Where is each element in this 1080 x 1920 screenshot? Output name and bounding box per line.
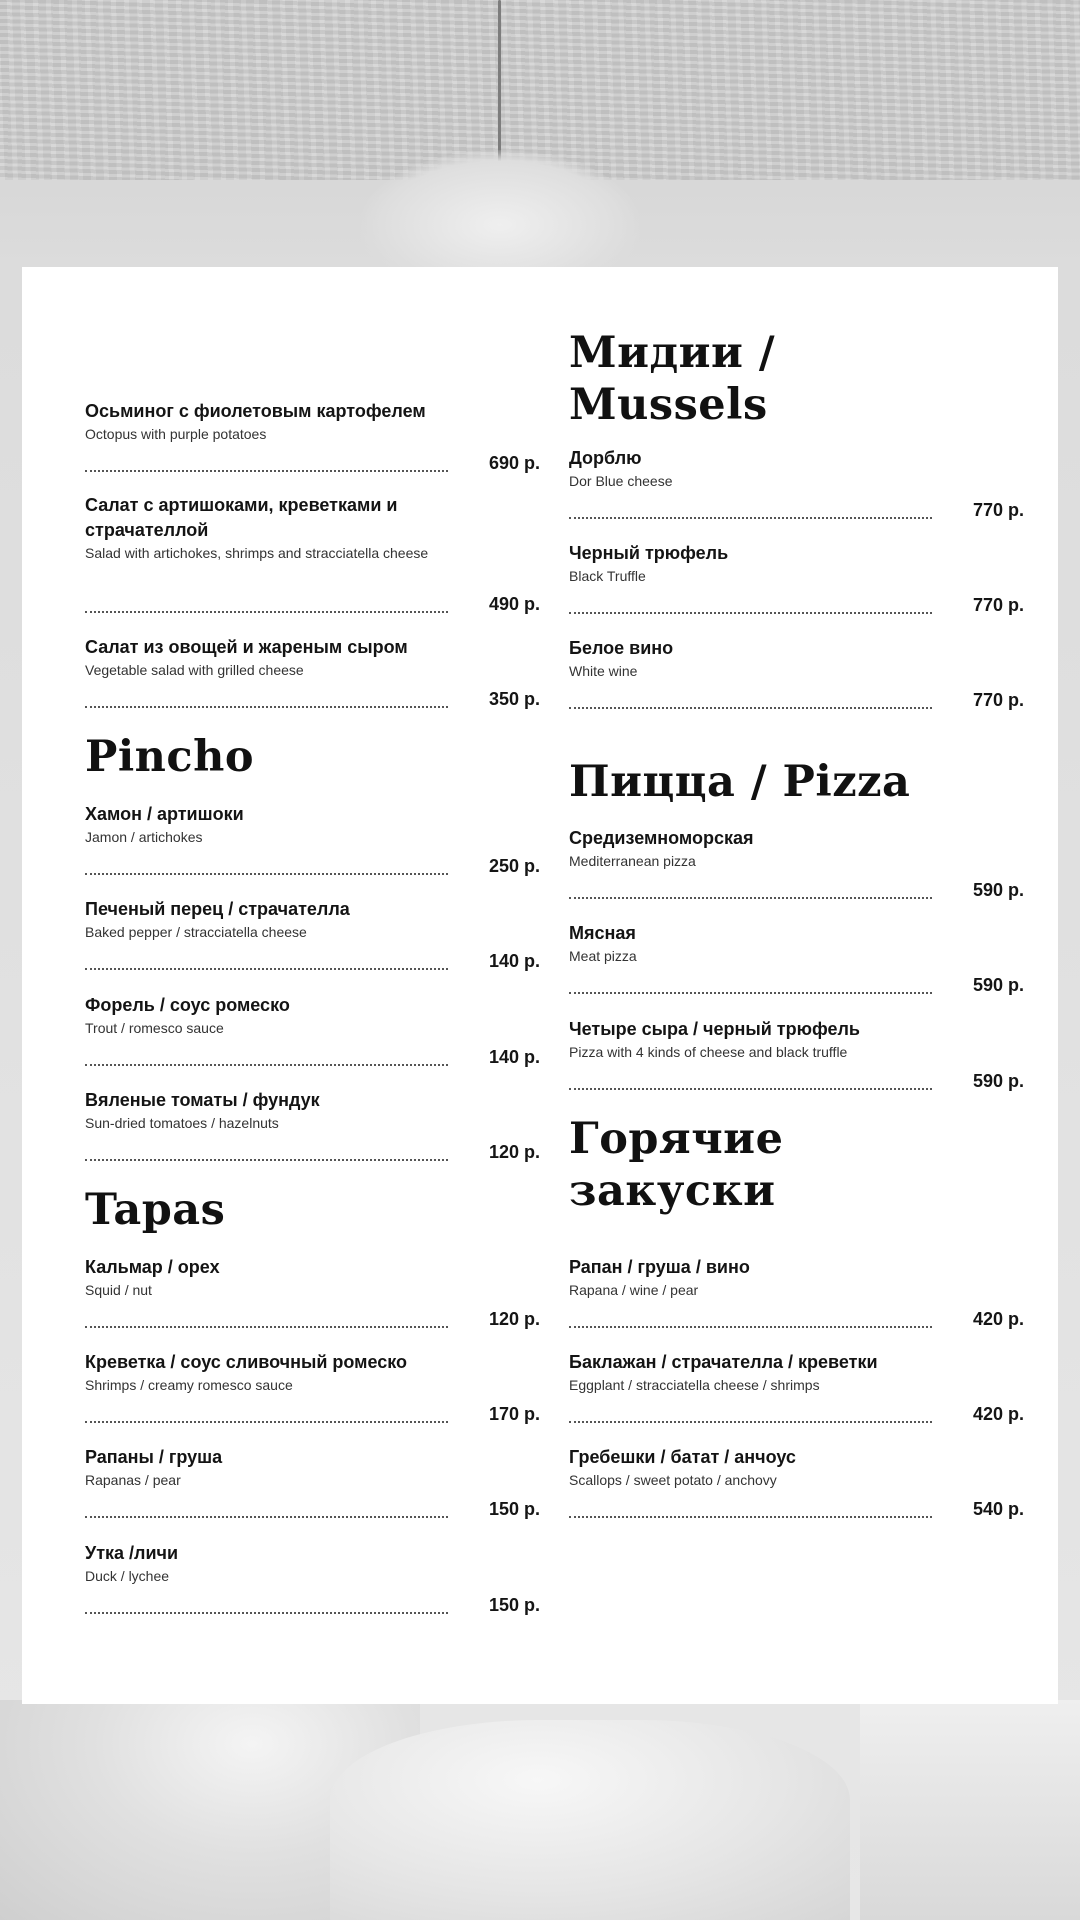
menu-item-price-row [85, 1399, 540, 1425]
menu-item [85, 897, 540, 942]
menu-item-name: Вяленые томаты / фундук [85, 1090, 320, 1110]
menu-item-description: Trout / romesco sauce [85, 1020, 224, 1036]
section-title-tapas: Tapas [85, 1185, 226, 1235]
menu-item-description: Scallops / sweet potato / anchovy [569, 1472, 777, 1488]
menu-item-name: Дорблю [569, 448, 642, 468]
menu-item-name: Гребешки / батат / анчоус [569, 1447, 796, 1467]
dotted-leader [85, 611, 448, 613]
menu-item-name: Хамон / артишоки [85, 804, 244, 824]
section-title-pincho: Pincho [85, 732, 255, 782]
menu-item-name: Форель / соус ромеско [85, 995, 290, 1015]
menu-item-description: Salad with artichokes, shrimps and stracciatella cheese [85, 545, 429, 561]
menu-item-price-row [569, 970, 1024, 996]
background-chair-middle [330, 1720, 850, 1920]
menu-item-price-row [85, 946, 540, 972]
menu-item-price: 420 р. [972, 1309, 1024, 1329]
menu-item-name: Утка /личи [85, 1543, 179, 1563]
dotted-leader [569, 1516, 932, 1518]
menu-item-price: 140 р. [488, 951, 540, 971]
menu-item-price: 140 р. [488, 1047, 540, 1067]
dotted-leader [569, 1088, 932, 1090]
menu-item-description: Pizza with 4 kinds of cheese and black truffle [569, 1044, 848, 1060]
dotted-leader [569, 612, 932, 614]
menu-item [569, 921, 1024, 966]
menu-item-price-row [85, 684, 540, 710]
menu-item-price: 350 р. [488, 689, 540, 709]
dotted-leader [85, 706, 448, 708]
menu-item-price: 770 р. [972, 500, 1024, 520]
menu-item-price: 540 р. [972, 1499, 1024, 1519]
menu-item-price-row [85, 1494, 540, 1520]
menu-item-price-row [569, 1494, 1024, 1520]
menu-item [85, 802, 540, 847]
menu-item [569, 636, 1024, 681]
menu-item-description: Sun-dried tomatoes / hazelnuts [85, 1115, 279, 1131]
menu-item-description: White wine [569, 663, 638, 679]
menu-item-price: 150 р. [488, 1595, 540, 1615]
menu-item [85, 1255, 540, 1300]
menu-item-description: Dor Blue cheese [569, 473, 673, 489]
menu-item [85, 493, 540, 563]
menu-item [569, 1445, 1024, 1490]
dotted-leader [569, 897, 932, 899]
menu-item-price-row [569, 1399, 1024, 1425]
menu-item-price: 590 р. [972, 975, 1024, 995]
menu-item-price: 490 р. [488, 594, 540, 614]
dotted-leader [85, 968, 448, 970]
menu-item-description: Meat pizza [569, 948, 637, 964]
background-table-right [860, 1700, 1080, 1920]
menu-item-price: 420 р. [972, 1404, 1024, 1424]
menu-item-price: 690 р. [488, 453, 540, 473]
menu-item-name: Рапаны / груша [85, 1447, 223, 1467]
menu-item-price-row [569, 1304, 1024, 1330]
menu-item-description: Mediterranean pizza [569, 853, 696, 869]
menu-item-price: 120 р. [488, 1309, 540, 1329]
menu-item [569, 446, 1024, 491]
menu-item-description: Eggplant / stracciatella cheese / shrimps [569, 1377, 820, 1393]
menu-item-price: 170 р. [488, 1404, 540, 1424]
menu-item-price-row [85, 1042, 540, 1068]
menu-item-name: Черный трюфель [569, 543, 729, 563]
menu-item-name: Рапан / груша / вино [569, 1257, 750, 1277]
dotted-leader [569, 1421, 932, 1423]
menu-item [85, 1445, 540, 1490]
dotted-leader [85, 1159, 448, 1161]
dotted-leader [85, 1421, 448, 1423]
dotted-leader [569, 707, 932, 709]
menu-item-price-row [85, 1590, 540, 1616]
menu-item-price: 250 р. [488, 856, 540, 876]
section-title-mussels: Мидии / Mussels [569, 328, 776, 430]
menu-item-name: Средиземноморская [569, 828, 754, 848]
menu-item-price: 770 р. [972, 690, 1024, 710]
menu-item-description: Rapana / wine / pear [569, 1282, 699, 1298]
dotted-leader [85, 1516, 448, 1518]
dotted-leader [569, 1326, 932, 1328]
menu-item-description: Black Truffle [569, 568, 646, 584]
dotted-leader [85, 1064, 448, 1066]
menu-item [569, 1017, 1024, 1062]
menu-item-price-row [569, 590, 1024, 616]
menu-item-description: Squid / nut [85, 1282, 152, 1298]
menu-item-name: Печеный перец / страчателла [85, 899, 350, 919]
menu-item-price-row [85, 589, 540, 615]
menu-item [569, 1255, 1024, 1300]
menu-item-description: Shrimps / creamy romesco sauce [85, 1377, 293, 1393]
dotted-leader [85, 873, 448, 875]
menu-item [85, 1541, 540, 1586]
dotted-leader [569, 517, 932, 519]
menu-item-description: Octopus with purple potatoes [85, 426, 267, 442]
menu-item-price-row [569, 495, 1024, 521]
dotted-leader [85, 1326, 448, 1328]
menu-item-name: Белое вино [569, 638, 674, 658]
menu-item-description: Duck / lychee [85, 1568, 170, 1584]
menu-item [85, 993, 540, 1038]
menu-item [569, 541, 1024, 586]
menu-item-name: Четыре сыра / черный трюфель [569, 1019, 860, 1039]
menu-item-price-row [569, 1066, 1024, 1092]
menu-item-description: Rapanas / pear [85, 1472, 181, 1488]
menu-item-name: Мясная [569, 923, 636, 943]
menu-item-name: Кальмар / орех [85, 1257, 220, 1277]
menu-item-price-row [85, 1304, 540, 1330]
menu-item [85, 635, 540, 680]
menu-item-price-row [569, 875, 1024, 901]
menu-item-price: 590 р. [972, 1071, 1024, 1091]
menu-item [85, 399, 540, 444]
menu-item-price-row [569, 685, 1024, 711]
dotted-leader [85, 1612, 448, 1614]
menu-item-price: 590 р. [972, 880, 1024, 900]
menu-item-name: Осьминог с фиолетовым картофелем [85, 401, 426, 421]
menu-item-price: 120 р. [488, 1142, 540, 1162]
menu-card [22, 267, 1058, 1704]
menu-item-description: Baked pepper / stracciatella cheese [85, 924, 307, 940]
background-lamp-cord [498, 0, 501, 170]
menu-item-price: 150 р. [488, 1499, 540, 1519]
section-title-pizza: Пицца / Pizza [569, 757, 911, 807]
menu-item-price: 770 р. [972, 595, 1024, 615]
menu-item-price-row [85, 1137, 540, 1163]
menu-item [85, 1350, 540, 1395]
menu-item-name: Салат из овощей и жареным сыром [85, 637, 408, 657]
menu-item [569, 826, 1024, 871]
dotted-leader [569, 992, 932, 994]
menu-item [569, 1350, 1024, 1395]
menu-item-price-row [85, 448, 540, 474]
menu-item-description: Vegetable salad with grilled cheese [85, 662, 304, 678]
menu-item-name: Креветка / соус сливочный ромеско [85, 1352, 408, 1372]
menu-item [85, 1088, 540, 1133]
menu-item-description: Jamon / artichokes [85, 829, 203, 845]
section-title-hot-appetizers: Горячие закуски [569, 1114, 784, 1216]
menu-item-name: Салат с артишоками, креветками и страчателлой [85, 495, 398, 540]
menu-item-price-row [85, 851, 540, 877]
menu-item-name: Баклажан / страчателла / креветки [569, 1352, 878, 1372]
dotted-leader [85, 470, 448, 472]
